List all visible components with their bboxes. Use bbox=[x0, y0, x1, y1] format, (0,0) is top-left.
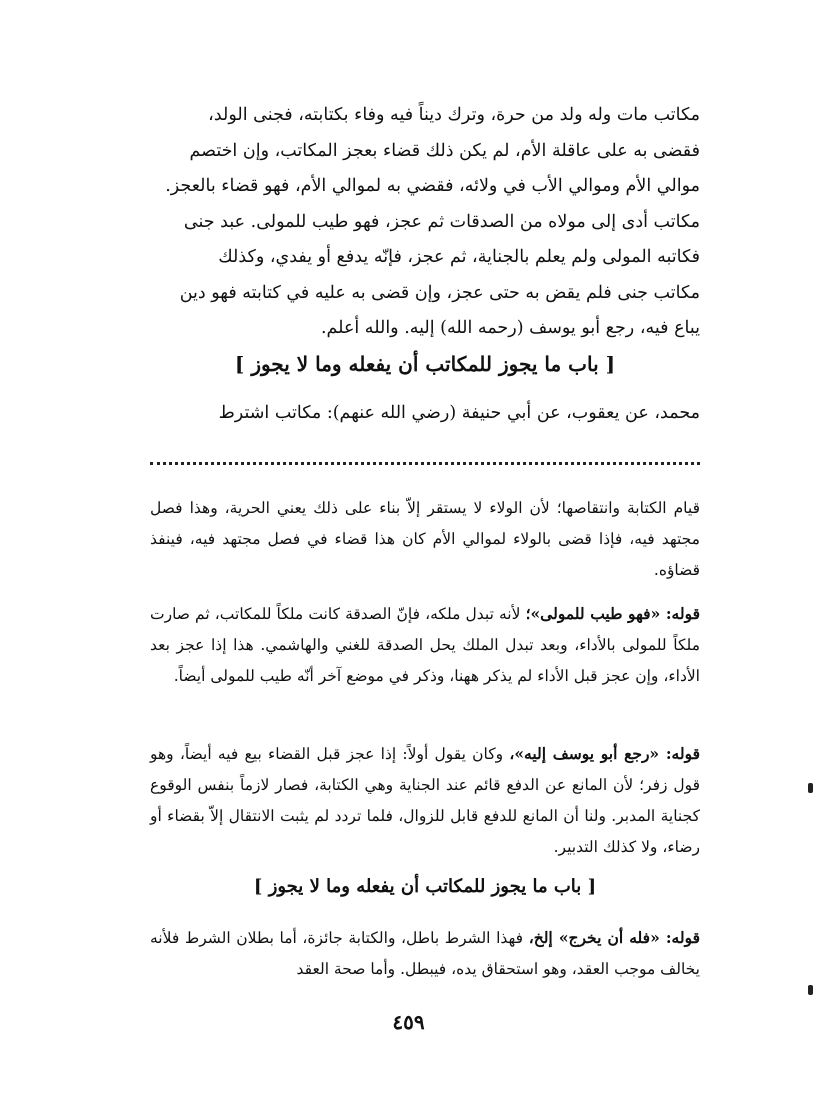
chapter-heading: [ باب ما يجوز للمكاتب أن يفعله وما لا يجوز ] bbox=[253, 876, 597, 897]
quote-keyword: قوله: «رجع أبو يوسف إليه»، bbox=[509, 744, 700, 763]
sharh-paragraph bbox=[150, 598, 700, 692]
margin-mark bbox=[808, 783, 813, 793]
matn-line: مكاتب جنى فلم يقض به حتى عجز، وإن قضى به عليه في كتابته فهو دين bbox=[179, 282, 700, 303]
sharh-text: لأنه تبدل ملكه، فإنّ الصدقة كانت ملكاً للمكاتب، ثم صارت ملكاً للمولى بالأداء، وبعد تبدل الملك يحل الصدقة للغني والهاشمي. هذا إذا عجز بعد الأداء، وإن عجز قبل الأداء لم يذكر ههنا، وذكر في موضع آخر أنّه طيب للمولى أيضاً. bbox=[150, 605, 700, 685]
matn-continuation: محمد، عن يعقوب، عن أبي حنيفة (رضي الله عنهم): مكاتب اشترط bbox=[218, 403, 700, 423]
separator-dotted-line bbox=[150, 462, 700, 465]
matn-line: يباع فيه، رجع أبو يوسف (رحمه الله) إليه. والله أعلم. bbox=[320, 318, 700, 338]
matn-line: فكاتبه المولى ولم يعلم بالجناية، ثم عجز، فإنّه يدفع أو يفدي، وكذلك bbox=[218, 247, 700, 267]
sharh-paragraph bbox=[150, 922, 700, 985]
quote-keyword: قوله: «فله أن يخرج» إلخ، bbox=[528, 928, 700, 947]
matn-line: فقضى به على عاقلة الأم، لم يكن ذلك قضاء بعجز المكاتب، وإن اختصم bbox=[189, 140, 700, 161]
sharh-text: فهذا الشرط باطل، والكتابة جائزة، أما بطلان الشرط فلأنه يخالف موجب العقد، وهو استحقاق يده، فيبطل. وأما صحة العقد bbox=[150, 929, 700, 978]
quote-keyword: قوله: «فهو طيب للمولى»؛ bbox=[525, 604, 700, 623]
sharh-text: وكان يقول أولاً: إذا عجز قبل القضاء بيع فيه أيضاً، وهو قول زفر؛ لأن المانع عن الدفع قائم عند الجناية وهي الكتابة، فصار لازماً بنفس الوقوع كجناية المدبر. ولنا أن المانع للدفع قابل للزوال، فلما تردد لم يثبت الانتقال إلاّ بقضاء أو رضاء، ولا كذلك التدبير. bbox=[150, 745, 700, 856]
margin-mark bbox=[808, 985, 813, 995]
page-number: ٤٥٩ bbox=[392, 1010, 425, 1034]
sharh-paragraph bbox=[150, 493, 700, 586]
matn-text bbox=[150, 98, 700, 347]
sharh-paragraph bbox=[150, 738, 700, 863]
matn-line: مكاتب مات وله ولد من حرة، وترك ديناً فيه وفاء بكتابته، فجنى الولد، bbox=[208, 105, 700, 125]
chapter-heading: [ باب ما يجوز للمكاتب أن يفعله وما لا يجوز ] bbox=[234, 352, 616, 376]
matn-line: مكاتب أدى إلى مولاه من الصدقات ثم عجز، فهو طيب للمولى. عبد جنى bbox=[183, 211, 700, 232]
sharh-text: قيام الكتابة وانتقاصها؛ لأن الولاء لا يستقر إلاّ بناء على ذلك يعني الحرية، وهذا فصل مجتهد فيه، فإذا قضى بالولاء لموالي الأم كان هذا قضاء في فصل مجتهد فيه، فينفذ قضاؤه. bbox=[150, 499, 700, 579]
matn-line: موالي الأم وموالي الأب في ولائه، فقضي به لموالي الأم، فهو قضاء بالعجز. bbox=[165, 176, 700, 196]
